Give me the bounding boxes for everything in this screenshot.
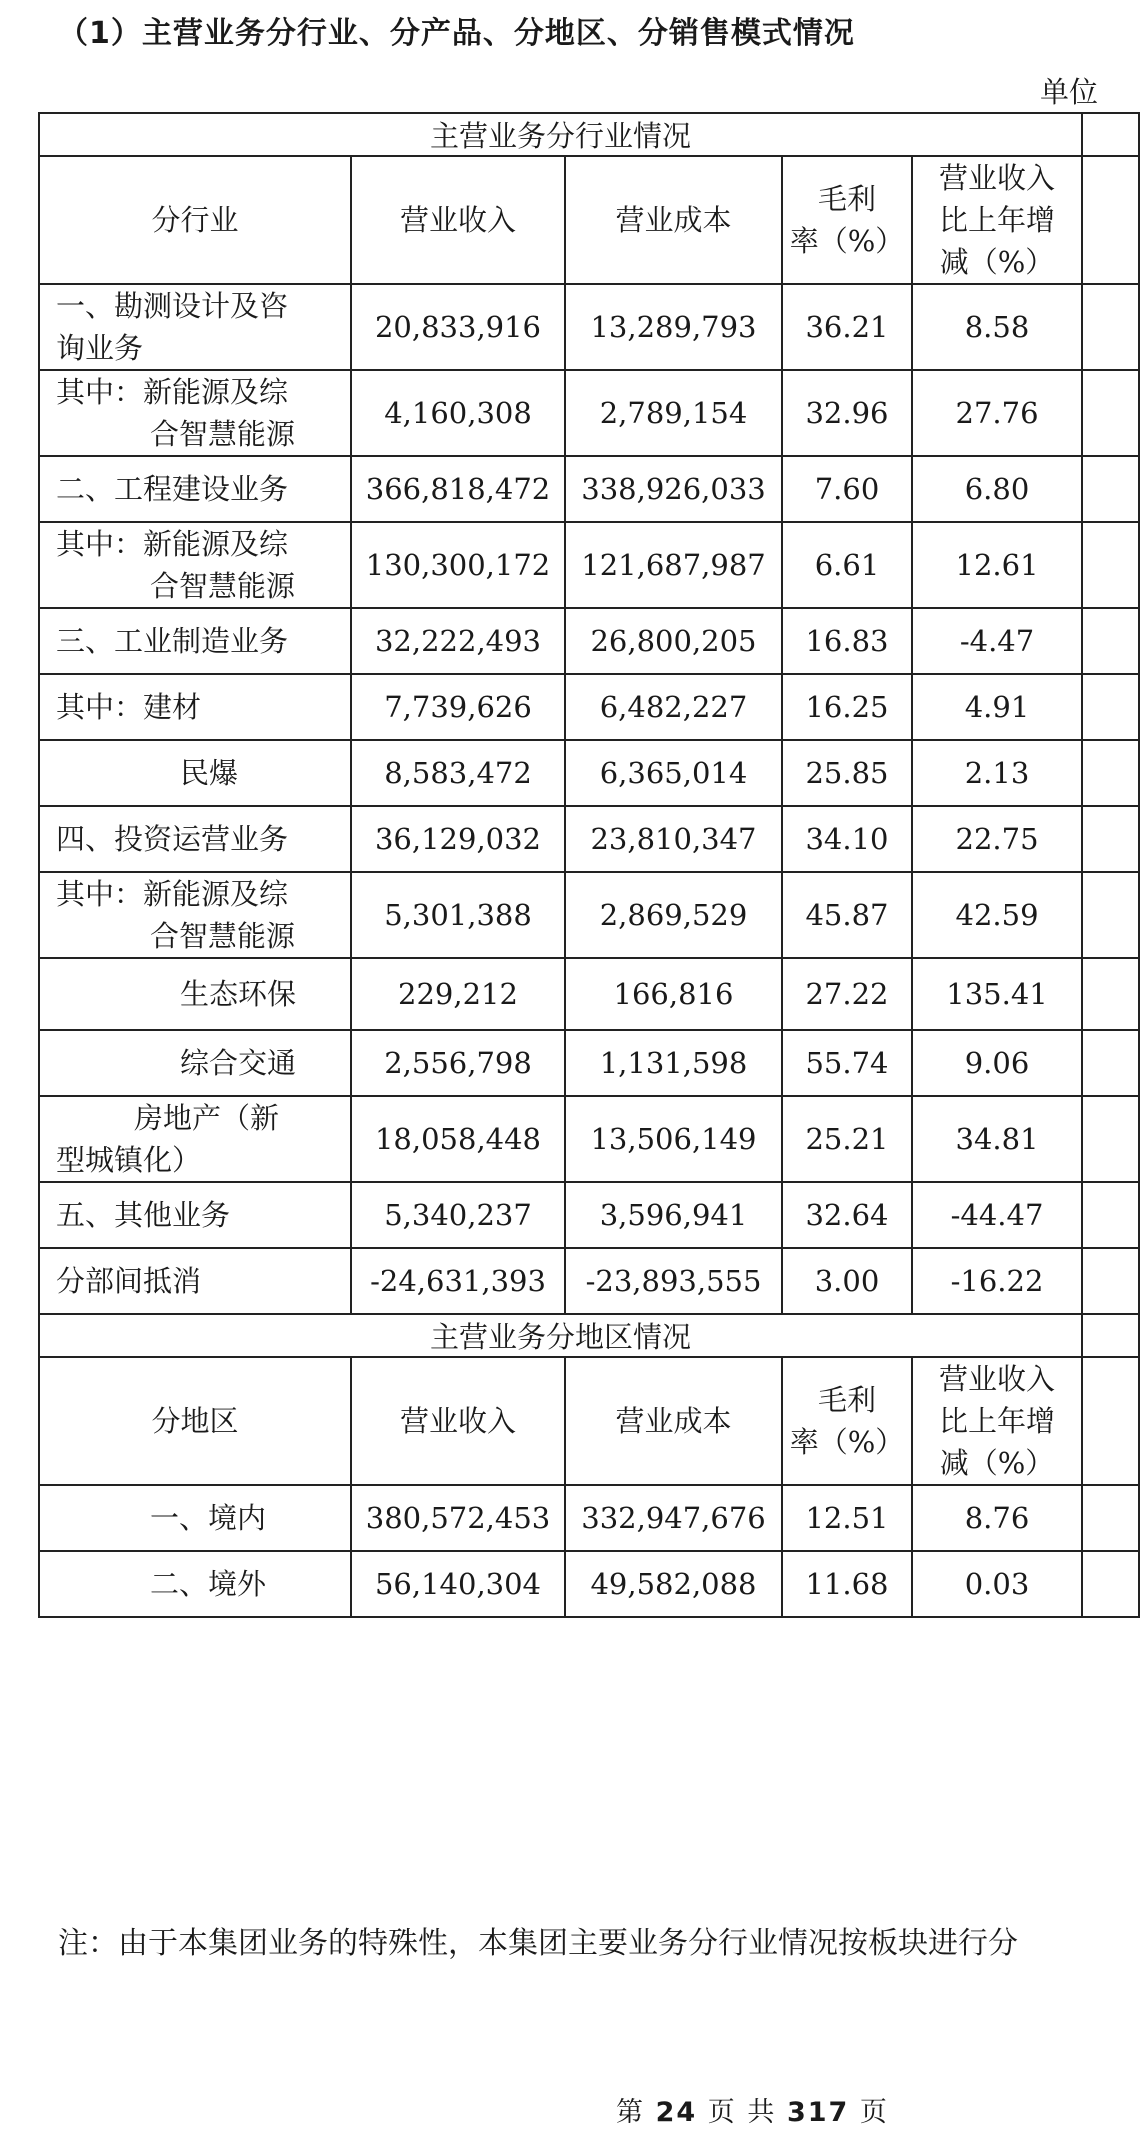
- header-row: [39, 1357, 1139, 1485]
- row-label-line1: 房地产（新: [134, 1101, 280, 1135]
- header-line: 营业收入: [939, 161, 1056, 195]
- row-label-prefix: 其中：: [56, 527, 144, 561]
- cell-change: 2.13: [912, 740, 1082, 806]
- table-row: [39, 1030, 1139, 1096]
- cell-cost: 6,365,014: [565, 740, 782, 806]
- row-label: 其中：建材: [39, 674, 351, 740]
- header-line: 营业成本: [615, 203, 732, 237]
- row-label-line2: 合智慧能源: [150, 417, 296, 451]
- table-row: [39, 872, 1139, 958]
- cell-cost: 49,582,088: [565, 1551, 782, 1617]
- cell-change: 0.03: [912, 1551, 1082, 1617]
- row-label: 五、其他业务: [39, 1182, 351, 1248]
- section-title-row: [39, 113, 1139, 156]
- header-line: 分地区: [151, 1404, 239, 1438]
- cut-column: [1082, 1357, 1139, 1485]
- row-label: 生态环保: [39, 958, 351, 1030]
- cut-column: [1082, 674, 1139, 740]
- cell-cost: 6,482,227: [565, 674, 782, 740]
- column-header-1: [351, 1357, 565, 1485]
- page-footer: [616, 2090, 889, 2129]
- cell-cost: 23,810,347: [565, 806, 782, 872]
- cell-margin: 16.83: [782, 608, 912, 674]
- cut-column: [1082, 1096, 1139, 1182]
- header-line: 营业收入: [939, 1362, 1056, 1396]
- section-title: 主营业务分行业情况: [39, 113, 1082, 156]
- cell-change: -44.47: [912, 1182, 1082, 1248]
- cell-margin: 16.25: [782, 674, 912, 740]
- cell-change: 6.80: [912, 456, 1082, 522]
- column-header-0: [39, 156, 351, 284]
- column-header-2: [565, 1357, 782, 1485]
- cell-margin: 36.21: [782, 284, 912, 370]
- cell-revenue: 130,300,172: [351, 522, 565, 608]
- cell-margin: 34.10: [782, 806, 912, 872]
- table-row: [39, 1551, 1139, 1617]
- cell-margin: 12.51: [782, 1485, 912, 1551]
- cell-revenue: 20,833,916: [351, 284, 565, 370]
- header-line: 营业成本: [615, 1404, 732, 1438]
- table-row: [39, 806, 1139, 872]
- cut-column: [1082, 456, 1139, 522]
- cell-cost: -23,893,555: [565, 1248, 782, 1314]
- cell-margin: 55.74: [782, 1030, 912, 1096]
- column-header-4: [912, 1357, 1082, 1485]
- row-label-prefix: 其中：: [56, 375, 144, 409]
- table-row: [39, 1485, 1139, 1551]
- page-total: 317: [786, 2097, 850, 2128]
- header-line: 减（%）: [939, 1446, 1055, 1480]
- cell-cost: 1,131,598: [565, 1030, 782, 1096]
- cell-cost: 3,596,941: [565, 1182, 782, 1248]
- row-label-line2: 合智慧能源: [150, 919, 296, 953]
- cut-column: [1082, 740, 1139, 806]
- cell-cost: 13,289,793: [565, 284, 782, 370]
- header-line: 比上年增: [939, 1404, 1056, 1438]
- cut-column: [1082, 522, 1139, 608]
- column-header-2: [565, 156, 782, 284]
- row-label: 民爆: [39, 740, 351, 806]
- footnote: 注：由于本集团业务的特殊性，本集团主要业务分行业情况按板块进行分: [58, 1926, 1018, 1961]
- cell-revenue: 5,340,237: [351, 1182, 565, 1248]
- table-row: [39, 608, 1139, 674]
- table-row: [39, 1182, 1139, 1248]
- cell-margin: 6.61: [782, 522, 912, 608]
- cut-column: [1082, 1030, 1139, 1096]
- table-row: [39, 674, 1139, 740]
- column-header-3: [782, 1357, 912, 1485]
- cell-cost: 2,869,529: [565, 872, 782, 958]
- row-label-prefix: 其中：: [56, 877, 144, 911]
- cell-cost: 13,506,149: [565, 1096, 782, 1182]
- row-label: 二、境外: [39, 1551, 351, 1617]
- cell-change: -16.22: [912, 1248, 1082, 1314]
- cell-revenue: 366,818,472: [351, 456, 565, 522]
- table-row: [39, 456, 1139, 522]
- cell-margin: 7.60: [782, 456, 912, 522]
- cell-change: 4.91: [912, 674, 1082, 740]
- cut-column: [1082, 1314, 1139, 1357]
- row-label-line1: 新能源及综: [143, 527, 289, 561]
- row-label: 一、境内: [39, 1485, 351, 1551]
- column-header-4: [912, 156, 1082, 284]
- cut-column: [1082, 1485, 1139, 1551]
- cell-margin: 27.22: [782, 958, 912, 1030]
- cell-revenue: 18,058,448: [351, 1096, 565, 1182]
- row-label-line1: 新能源及综: [143, 877, 289, 911]
- cell-revenue: 8,583,472: [351, 740, 565, 806]
- row-label-line1: 一、勘测设计及咨: [56, 289, 289, 323]
- cell-revenue: 32,222,493: [351, 608, 565, 674]
- cell-cost: 26,800,205: [565, 608, 782, 674]
- cell-cost: 2,789,154: [565, 370, 782, 456]
- footer-suffix: 页: [859, 2097, 889, 2128]
- unit-label: 单位: [1040, 75, 1099, 109]
- header-line: 减（%）: [939, 245, 1055, 279]
- cell-margin: 25.21: [782, 1096, 912, 1182]
- section-heading: （1）主营业务分行业、分产品、分地区、分销售模式情况: [58, 16, 855, 51]
- cell-margin: 11.68: [782, 1551, 912, 1617]
- row-label-line2: 询业务: [56, 331, 144, 365]
- cell-revenue: -24,631,393: [351, 1248, 565, 1314]
- cell-cost: 332,947,676: [565, 1485, 782, 1551]
- cell-margin: 32.64: [782, 1182, 912, 1248]
- table-row: [39, 370, 1139, 456]
- column-header-0: [39, 1357, 351, 1485]
- header-line: 率（%）: [789, 1425, 905, 1459]
- cell-revenue: 229,212: [351, 958, 565, 1030]
- cut-column: [1082, 156, 1139, 284]
- cell-cost: 121,687,987: [565, 522, 782, 608]
- cell-change: 34.81: [912, 1096, 1082, 1182]
- cell-revenue: 7,739,626: [351, 674, 565, 740]
- header-line: 分行业: [151, 203, 239, 237]
- footer-prefix: 第: [616, 2097, 645, 2128]
- cut-column: [1082, 872, 1139, 958]
- cell-revenue: 56,140,304: [351, 1551, 565, 1617]
- column-header-1: [351, 156, 565, 284]
- cut-column: [1082, 1182, 1139, 1248]
- row-label: 综合交通: [39, 1030, 351, 1096]
- row-label: [39, 872, 351, 958]
- header-line: 营业收入: [399, 1404, 516, 1438]
- row-label: 四、投资运营业务: [39, 806, 351, 872]
- row-label: 分部间抵消: [39, 1248, 351, 1314]
- region-section: [39, 1314, 1139, 1617]
- cell-margin: 3.00: [782, 1248, 912, 1314]
- cut-column: [1082, 806, 1139, 872]
- cell-change: 8.76: [912, 1485, 1082, 1551]
- cut-column: [1082, 370, 1139, 456]
- header-line: 比上年增: [939, 203, 1056, 237]
- cell-revenue: 36,129,032: [351, 806, 565, 872]
- cut-column: [1082, 608, 1139, 674]
- cell-revenue: 380,572,453: [351, 1485, 565, 1551]
- cell-change: 135.41: [912, 958, 1082, 1030]
- cell-change: -4.47: [912, 608, 1082, 674]
- footer-mid: 页 共: [707, 2097, 777, 2128]
- cut-column: [1082, 1551, 1139, 1617]
- header-line: 营业收入: [399, 203, 516, 237]
- header-line: 毛利: [817, 1383, 876, 1417]
- main-business-table: [38, 112, 1140, 1618]
- row-label: 三、工业制造业务: [39, 608, 351, 674]
- cut-column: [1082, 1248, 1139, 1314]
- header-line: 率（%）: [789, 224, 905, 258]
- table-row: [39, 1096, 1139, 1182]
- cell-revenue: 2,556,798: [351, 1030, 565, 1096]
- section-title: 主营业务分地区情况: [39, 1314, 1082, 1357]
- table-row: [39, 522, 1139, 608]
- row-label-line2: 型城镇化）: [56, 1143, 202, 1177]
- cell-margin: 45.87: [782, 872, 912, 958]
- table-row: [39, 740, 1139, 806]
- row-label-line1: 新能源及综: [143, 375, 289, 409]
- page-number: 24: [655, 2097, 698, 2128]
- row-label-line2: 合智慧能源: [150, 569, 296, 603]
- table-row: [39, 1248, 1139, 1314]
- table-row: [39, 284, 1139, 370]
- cell-change: 8.58: [912, 284, 1082, 370]
- table-row: [39, 958, 1139, 1030]
- row-label: [39, 370, 351, 456]
- cell-change: 27.76: [912, 370, 1082, 456]
- cell-cost: 338,926,033: [565, 456, 782, 522]
- cell-revenue: 4,160,308: [351, 370, 565, 456]
- section-title-row: [39, 1314, 1139, 1357]
- cell-cost: 166,816: [565, 958, 782, 1030]
- header-line: 毛利: [817, 182, 876, 216]
- header-row: [39, 156, 1139, 284]
- cut-column: [1082, 113, 1139, 156]
- cut-column: [1082, 958, 1139, 1030]
- row-label: 二、工程建设业务: [39, 456, 351, 522]
- cell-change: 9.06: [912, 1030, 1082, 1096]
- row-label: [39, 284, 351, 370]
- column-header-3: [782, 156, 912, 284]
- cell-change: 22.75: [912, 806, 1082, 872]
- cell-change: 42.59: [912, 872, 1082, 958]
- row-label: [39, 522, 351, 608]
- industry-section: [39, 113, 1139, 1314]
- cell-margin: 25.85: [782, 740, 912, 806]
- cell-revenue: 5,301,388: [351, 872, 565, 958]
- cell-margin: 32.96: [782, 370, 912, 456]
- cut-column: [1082, 284, 1139, 370]
- cell-change: 12.61: [912, 522, 1082, 608]
- row-label: [39, 1096, 351, 1182]
